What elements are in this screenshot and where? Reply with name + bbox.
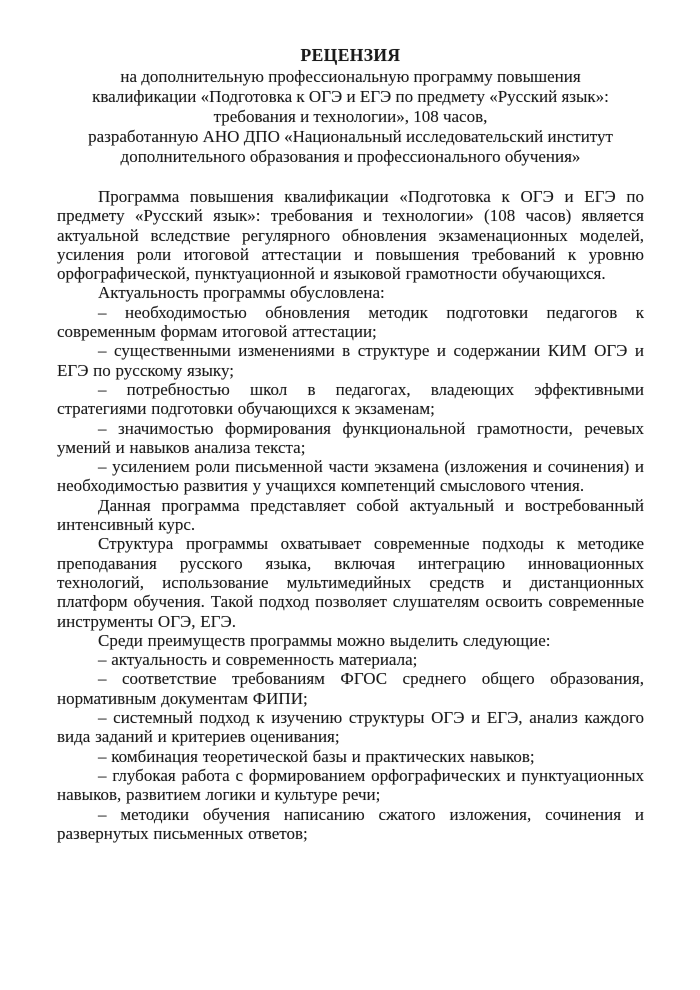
paragraph-bullet: – необходимостью обновления методик подготовки педагогов к современным формам итоговой аттестации; xyxy=(57,302,644,342)
paragraph-bullet: – существенными изменениями в структуре и содержании КИМ ОГЭ и ЕГЭ по русскому языку; xyxy=(57,341,644,380)
paragraph-structure: Структура программы охватывает современные подходы к методике преподавания русского языка, включая интеграцию инновационных технологий, использование мультимедийных средств и дистанционных платформ обучения. Такой подход позволяет слушателям освоить современные инструменты ОГЭ, ЕГЭ. xyxy=(57,534,644,631)
document-title: РЕЦЕНЗИЯ xyxy=(300,45,401,65)
paragraph-intro: Программа повышения квалификации «Подготовка к ОГЭ и ЕГЭ по предмету «Русский язык»: требования и технологии» (108 часов) является актуальной вследствие регулярного обновления экзаменационных моделей, усиления роли итоговой аттестации и повышения требований к уровню орфографической, пунктуационной и языковой грамотности обучающихся. xyxy=(57,187,644,284)
subtitle-line: разработанную АНО ДПО «Национальный исследовательский институт xyxy=(88,127,613,146)
paragraph-bullet: – комбинация теоретической базы и практических навыков; xyxy=(98,746,535,766)
subtitle-line: требования и технологии», 108 часов, xyxy=(213,107,488,126)
paragraph: Данная программа представляет собой актуальный и востребованный интенсивный курс. xyxy=(57,495,644,535)
paragraph-bullet: – методики обучения написанию сжатого изложения, сочинения и развернутых письменных ответов; xyxy=(57,804,644,843)
paragraph-bullet: – глубокая работа с формированием орфографических и пунктуационных навыков, развитием логики и культуре речи; xyxy=(57,765,644,805)
paragraph-bullet: – системный подход к изучению структуры ОГЭ и ЕГЭ, анализ каждого вида заданий и критериев оценивания; xyxy=(57,708,644,747)
document-body xyxy=(57,187,644,843)
paragraph-bullet: – значимостью формирования функциональной грамотности, речевых умений и навыков анализа текста; xyxy=(57,418,644,457)
paragraph-relevance-heading: Актуальность программы обусловлена: xyxy=(98,283,385,303)
subtitle-line: дополнительного образования и профессионального обучения» xyxy=(120,147,581,166)
paragraph-bullet: – потребностью школ в педагогах, владеющих эффективными стратегиями подготовки обучающихся к экзаменам; xyxy=(57,379,644,419)
subtitle-line: квалификации «Подготовка к ОГЭ и ЕГЭ по предмету «Русский язык»: xyxy=(92,87,609,106)
document-subtitle xyxy=(57,67,644,167)
paragraph-bullet: – усилением роли письменной части экзамена (изложения и сочинения) и необходимостью развития у учащихся компетенций смыслового чтения. xyxy=(57,457,644,496)
paragraph-advantages-heading: Среди преимуществ программы можно выделить следующие: xyxy=(98,630,551,650)
paragraph-bullet: – актуальность и современность материала; xyxy=(98,650,418,670)
paragraph-bullet: – соответствие требованиям ФГОС среднего общего образования, нормативным документам ФИПИ; xyxy=(57,669,644,708)
subtitle-line: на дополнительную профессиональную программу повышения xyxy=(120,67,581,86)
